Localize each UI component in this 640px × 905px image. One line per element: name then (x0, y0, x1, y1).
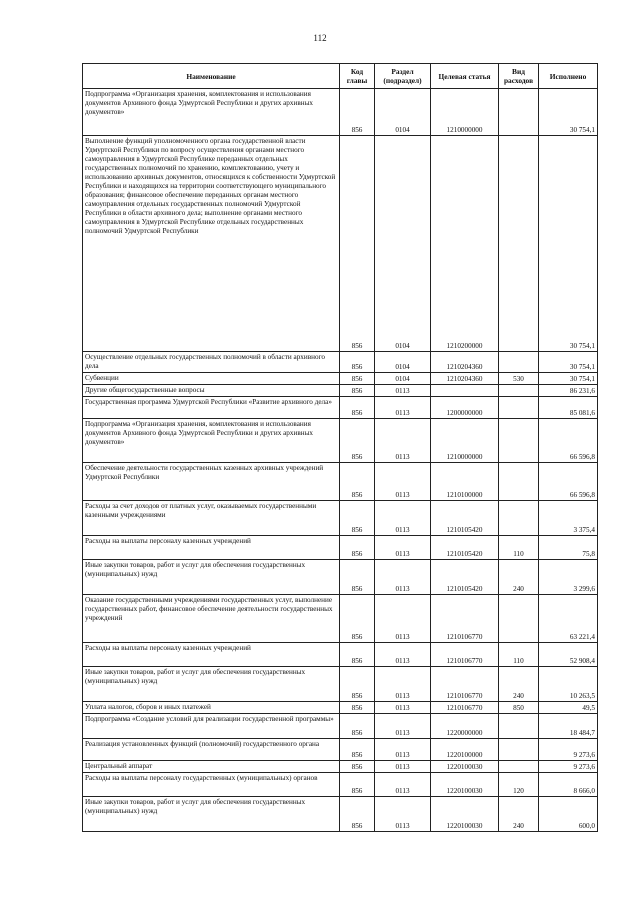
row-amount: 52 908,4 (539, 643, 598, 667)
table-row (83, 595, 598, 643)
row-vr (499, 89, 539, 136)
row-code: 856 (340, 702, 375, 714)
row-section: 0104 (375, 352, 431, 373)
header-code: Код главы (340, 64, 375, 89)
row-code: 856 (340, 536, 375, 560)
row-vr: 240 (499, 797, 539, 832)
row-amount: 600,0 (539, 797, 598, 832)
row-amount: 63 221,4 (539, 595, 598, 643)
row-name: Осуществление отдельных государственных полномочий в области архивного дела (83, 352, 340, 373)
row-vr: 110 (499, 643, 539, 667)
row-target: 1210106770 (431, 595, 499, 643)
table-row (83, 714, 598, 739)
row-name: Расходы на выплаты персоналу казенных учреждений (83, 536, 340, 560)
row-code: 856 (340, 773, 375, 797)
row-code: 856 (340, 739, 375, 761)
row-target: 1210106770 (431, 667, 499, 702)
row-vr: 240 (499, 560, 539, 595)
row-vr (499, 397, 539, 419)
row-vr (499, 761, 539, 773)
row-amount: 66 596,8 (539, 463, 598, 501)
row-section: 0113 (375, 643, 431, 667)
row-amount: 3 375,4 (539, 501, 598, 536)
row-section: 0113 (375, 560, 431, 595)
row-code: 856 (340, 89, 375, 136)
header-section: Раздел (подраздел) (375, 64, 431, 89)
row-section: 0113 (375, 463, 431, 501)
table-row (83, 463, 598, 501)
header-target: Целевая статья (431, 64, 499, 89)
row-target: 1220000000 (431, 714, 499, 739)
row-section: 0104 (375, 373, 431, 385)
row-amount: 49,5 (539, 702, 598, 714)
row-code: 856 (340, 560, 375, 595)
table-header-row (83, 64, 598, 89)
table-row (83, 385, 598, 397)
row-target: 1210204360 (431, 373, 499, 385)
row-code: 856 (340, 136, 375, 352)
row-target: 1220100000 (431, 739, 499, 761)
row-vr (499, 501, 539, 536)
row-target: 1210100000 (431, 463, 499, 501)
row-amount: 30 754,1 (539, 136, 598, 352)
row-target: 1210105420 (431, 560, 499, 595)
row-vr (499, 463, 539, 501)
row-vr (499, 352, 539, 373)
row-code: 856 (340, 419, 375, 463)
table-row (83, 89, 598, 136)
table-row (83, 761, 598, 773)
row-amount: 85 081,6 (539, 397, 598, 419)
table-row (83, 373, 598, 385)
table-row (83, 352, 598, 373)
row-name: Подпрограмма «Организация хранения, комплектования и использования документов Архивного фонда Удмуртской Республики и других архивных документов» (83, 89, 340, 136)
header-amount: Исполнено (539, 64, 598, 89)
header-vr: Вид расходов (499, 64, 539, 89)
row-target: 1220100030 (431, 797, 499, 832)
row-code: 856 (340, 385, 375, 397)
table-row (83, 560, 598, 595)
row-target: 1210106770 (431, 643, 499, 667)
row-code: 856 (340, 643, 375, 667)
row-code: 856 (340, 595, 375, 643)
row-vr (499, 595, 539, 643)
row-section: 0113 (375, 385, 431, 397)
row-section: 0113 (375, 667, 431, 702)
row-name: Иные закупки товаров, работ и услуг для обеспечения государственных (муниципальных) нужд (83, 797, 340, 832)
table-row (83, 643, 598, 667)
row-target: 1200000000 (431, 397, 499, 419)
row-section: 0104 (375, 136, 431, 352)
row-code: 856 (340, 714, 375, 739)
row-target: 1220100030 (431, 761, 499, 773)
row-amount: 9 273,6 (539, 761, 598, 773)
table-row (83, 797, 598, 832)
row-code: 856 (340, 463, 375, 501)
row-section: 0113 (375, 739, 431, 761)
row-code: 856 (340, 397, 375, 419)
row-amount: 9 273,6 (539, 739, 598, 761)
row-vr (499, 136, 539, 352)
table-row (83, 136, 598, 352)
row-amount: 66 596,8 (539, 419, 598, 463)
table-row (83, 667, 598, 702)
row-target: 1210106770 (431, 702, 499, 714)
row-amount: 3 299,6 (539, 560, 598, 595)
header-name: Наименование (83, 64, 340, 89)
row-vr (499, 419, 539, 463)
row-section: 0113 (375, 397, 431, 419)
row-amount: 30 754,1 (539, 352, 598, 373)
row-section: 0113 (375, 595, 431, 643)
table-row (83, 536, 598, 560)
row-name: Оказание государственными учреждениями государственных услуг, выполнение государственных работ, финансовое обеспечение деятельности государственных учреждений (83, 595, 340, 643)
row-name: Субвенции (83, 373, 340, 385)
row-section: 0113 (375, 501, 431, 536)
row-name: Иные закупки товаров, работ и услуг для обеспечения государственных (муниципальных) нужд (83, 667, 340, 702)
row-code: 856 (340, 761, 375, 773)
row-target: 1210105420 (431, 536, 499, 560)
table-row (83, 397, 598, 419)
row-code: 856 (340, 501, 375, 536)
budget-table (82, 63, 598, 832)
table-row (83, 773, 598, 797)
row-amount: 75,8 (539, 536, 598, 560)
row-name: Другие общегосударственные вопросы (83, 385, 340, 397)
page-number: 112 (313, 33, 327, 43)
row-target: 1210204360 (431, 352, 499, 373)
row-amount: 30 754,1 (539, 89, 598, 136)
row-amount: 86 231,6 (539, 385, 598, 397)
row-name: Иные закупки товаров, работ и услуг для обеспечения государственных (муниципальных) нужд (83, 560, 340, 595)
row-target: 1210000000 (431, 89, 499, 136)
row-name: Подпрограмма «Организация хранения, комплектования и использования документов Архивного фонда Удмуртской Республики и других архивных документов» (83, 419, 340, 463)
row-name: Реализация установленных функций (полномочий) государственного органа (83, 739, 340, 761)
row-name: Расходы на выплаты персоналу государственных (муниципальных) органов (83, 773, 340, 797)
row-code: 856 (340, 667, 375, 702)
row-vr: 240 (499, 667, 539, 702)
row-amount: 8 666,0 (539, 773, 598, 797)
row-section: 0104 (375, 89, 431, 136)
row-section: 0113 (375, 797, 431, 832)
row-section: 0113 (375, 761, 431, 773)
row-amount: 30 754,1 (539, 373, 598, 385)
table-row (83, 702, 598, 714)
row-section: 0113 (375, 773, 431, 797)
row-section: 0113 (375, 419, 431, 463)
row-name: Обеспечение деятельности государственных казенных архивных учреждений Удмуртской Республики (83, 463, 340, 501)
table-row (83, 739, 598, 761)
row-code: 856 (340, 352, 375, 373)
row-name: Расходы на выплаты персоналу казенных учреждений (83, 643, 340, 667)
row-vr (499, 714, 539, 739)
row-code: 856 (340, 373, 375, 385)
row-target (431, 385, 499, 397)
table-row (83, 419, 598, 463)
row-name: Выполнение функций уполномоченного органа государственной власти Удмуртской Республики по вопросу осуществления органами местного самоуправления в Удмуртской Республике переданных отдельных государственных полномочий по хранению, комплектованию, учету и использованию архивных документов, относящихся к собственности Удмуртской Республики и находящихся на территории соответствующего муниципального образования; финансовое обеспечение переданных органам местного самоуправления отдельных государственных полномочий Удмуртской Республики в области архивного дела; выполнение органами местного самоуправления в Удмуртской Республике отдельных государственных полномочий Удмуртской Республики (83, 136, 340, 352)
row-amount: 18 484,7 (539, 714, 598, 739)
row-target: 1210000000 (431, 419, 499, 463)
row-target: 1210105420 (431, 501, 499, 536)
row-name: Подпрограмма «Создание условий для реализации государственной программы» (83, 714, 340, 739)
row-vr: 530 (499, 373, 539, 385)
table-row (83, 501, 598, 536)
row-code: 856 (340, 797, 375, 832)
row-amount: 10 263,5 (539, 667, 598, 702)
row-name: Расходы за счет доходов от платных услуг, оказываемых государственными казенными учреждениями (83, 501, 340, 536)
row-section: 0113 (375, 536, 431, 560)
row-name: Государственная программа Удмуртской Республики «Развитие архивного дела» (83, 397, 340, 419)
row-vr: 850 (499, 702, 539, 714)
row-vr (499, 739, 539, 761)
row-vr: 120 (499, 773, 539, 797)
row-name: Центральный аппарат (83, 761, 340, 773)
row-target: 1220100030 (431, 773, 499, 797)
row-target: 1210200000 (431, 136, 499, 352)
row-section: 0113 (375, 714, 431, 739)
row-vr: 110 (499, 536, 539, 560)
row-name: Уплата налогов, сборов и иных платежей (83, 702, 340, 714)
row-vr (499, 385, 539, 397)
row-section: 0113 (375, 702, 431, 714)
